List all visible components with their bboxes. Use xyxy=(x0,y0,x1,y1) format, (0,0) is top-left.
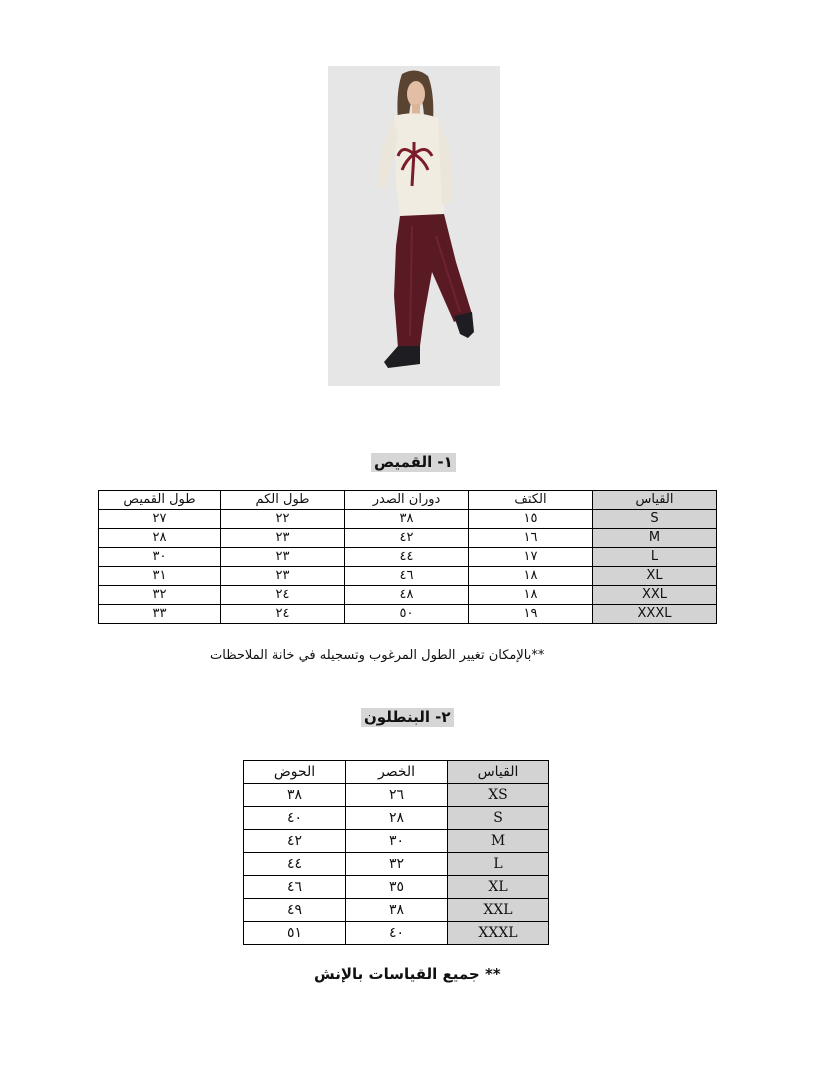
table-cell: ٤٢ xyxy=(345,529,469,548)
table-row xyxy=(244,922,549,945)
size-cell: XL xyxy=(448,876,549,899)
pants-header-hip: الحوض xyxy=(244,761,346,784)
size-cell: XXL xyxy=(448,899,549,922)
table-cell: ٣٥ xyxy=(346,876,448,899)
pants-header-row xyxy=(244,761,549,784)
shirt-header-chest: دوران الصدر xyxy=(345,491,469,510)
pants-header-size: القياس xyxy=(448,761,549,784)
table-row xyxy=(244,876,549,899)
table-cell: ١٩ xyxy=(469,605,593,624)
table-cell: ٥٠ xyxy=(345,605,469,624)
table-cell: ٢٣ xyxy=(221,529,345,548)
table-cell: ١٦ xyxy=(469,529,593,548)
table-cell: ٣١ xyxy=(99,567,221,586)
model-figure-illustration xyxy=(328,66,500,386)
table-cell: ٢٧ xyxy=(99,510,221,529)
table-row xyxy=(99,567,717,586)
size-cell: XXXL xyxy=(593,605,717,624)
size-cell: S xyxy=(593,510,717,529)
table-cell: ١٨ xyxy=(469,567,593,586)
table-row xyxy=(99,605,717,624)
shirt-header-shirt-length: طول القميص xyxy=(99,491,221,510)
table-cell: ٤٠ xyxy=(244,807,346,830)
table-cell: ٣٨ xyxy=(346,899,448,922)
shirt-header-size: القياس xyxy=(593,491,717,510)
table-cell: ١٨ xyxy=(469,586,593,605)
size-cell: XL xyxy=(593,567,717,586)
table-cell: ٣٠ xyxy=(99,548,221,567)
table-cell: ٤٦ xyxy=(244,876,346,899)
table-cell: ٢٤ xyxy=(221,586,345,605)
size-cell: L xyxy=(448,853,549,876)
table-row xyxy=(244,807,549,830)
table-cell: ٤٩ xyxy=(244,899,346,922)
table-cell: ٢٣ xyxy=(221,548,345,567)
size-cell: M xyxy=(448,830,549,853)
table-cell: ٤٨ xyxy=(345,586,469,605)
table-cell: ٣٠ xyxy=(346,830,448,853)
pants-size-table xyxy=(243,760,549,945)
table-cell: ٢٢ xyxy=(221,510,345,529)
table-cell: ١٥ xyxy=(469,510,593,529)
table-row xyxy=(244,899,549,922)
table-cell: ٤٠ xyxy=(346,922,448,945)
table-cell: ٢٦ xyxy=(346,784,448,807)
units-footnote: ** جميع القياسات بالإنش xyxy=(314,965,501,983)
size-cell: L xyxy=(593,548,717,567)
table-cell: ٤٢ xyxy=(244,830,346,853)
shirt-size-table xyxy=(98,490,717,624)
table-cell: ٢٤ xyxy=(221,605,345,624)
size-cell: XS xyxy=(448,784,549,807)
table-cell: ٣٢ xyxy=(346,853,448,876)
pants-header-waist: الخصر xyxy=(346,761,448,784)
table-cell: ٣٣ xyxy=(99,605,221,624)
table-row xyxy=(244,830,549,853)
table-row xyxy=(244,853,549,876)
table-cell: ٤٦ xyxy=(345,567,469,586)
table-cell: ١٧ xyxy=(469,548,593,567)
size-cell: S xyxy=(448,807,549,830)
table-cell: ٣٨ xyxy=(244,784,346,807)
table-cell: ٢٨ xyxy=(346,807,448,830)
table-row xyxy=(99,510,717,529)
table-cell: ٣٢ xyxy=(99,586,221,605)
size-cell: XXXL xyxy=(448,922,549,945)
table-row xyxy=(99,586,717,605)
shirt-header-shoulder: الكتف xyxy=(469,491,593,510)
shirt-length-note: **بالإمكان تغيير الطول المرغوب وتسجيله في خانة الملاحظات xyxy=(210,648,545,663)
shirt-header-row xyxy=(99,491,717,510)
table-row xyxy=(244,784,549,807)
table-cell: ٣٨ xyxy=(345,510,469,529)
size-cell: M xyxy=(593,529,717,548)
table-cell: ٥١ xyxy=(244,922,346,945)
table-row xyxy=(99,548,717,567)
table-row xyxy=(99,529,717,548)
table-cell: ٢٨ xyxy=(99,529,221,548)
product-photo xyxy=(328,66,500,386)
table-cell: ٤٤ xyxy=(244,853,346,876)
shirt-heading: ١- القميص xyxy=(371,453,456,472)
pants-heading: ٢- البنطلون xyxy=(361,708,454,727)
table-cell: ٤٤ xyxy=(345,548,469,567)
table-cell: ٢٣ xyxy=(221,567,345,586)
size-cell: XXL xyxy=(593,586,717,605)
shirt-header-sleeve-length: طول الكم xyxy=(221,491,345,510)
